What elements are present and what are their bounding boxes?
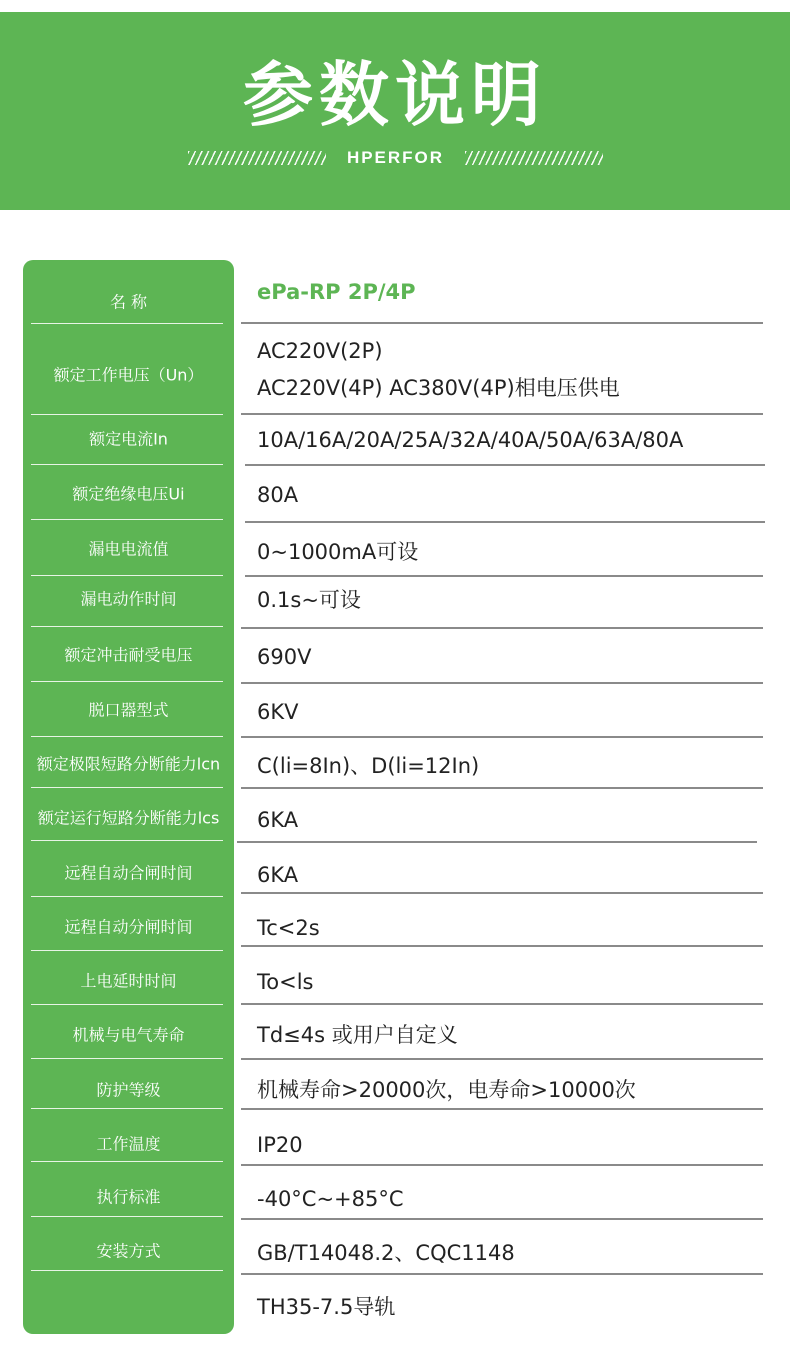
param-value: 690V [257,645,312,669]
label-divider [31,414,223,415]
param-label: 额定运行短路分断能力lcs [37,808,220,828]
brand-row [0,146,790,170]
param-value: 6KV [257,700,299,724]
param-value: 机械寿命>20000次，电寿命>10000次 [257,1078,636,1102]
value-divider [241,1273,763,1275]
label-divider [31,575,223,576]
label-divider [31,1058,223,1059]
param-value: To<ls [257,970,314,994]
param-value: 10A/16A/20A/25A/32A/40A/50A/63A/80A [257,428,684,452]
header-banner [0,12,790,210]
param-label: 防护等级 [96,1080,161,1100]
parameter-label-column [23,260,234,1334]
label-divider [31,1004,223,1005]
label-divider [31,950,223,951]
value-divider [241,1164,763,1166]
param-label: 额定冲击耐受电压 [64,645,193,665]
value-divider [241,892,763,894]
value-divider [245,464,765,466]
param-value-line2: AC220V(4P) AC380V(4P)相电压供电 [257,376,620,400]
param-label: 安装方式 [96,1241,161,1261]
hatch-decoration-right [465,151,603,165]
param-value: 6KA [257,808,299,832]
param-label: 远程自动合闸时间 [64,863,193,883]
param-value: TH35-7.5导轨 [257,1295,396,1319]
value-divider [245,575,763,577]
param-value: Td≤4s 或用户自定义 [257,1023,458,1047]
param-label: 脱口器型式 [88,700,169,720]
label-divider [31,323,223,324]
param-label: 机械与电气寿命 [72,1025,185,1045]
param-label: 额定工作电压（Un） [53,365,204,385]
param-value: -40°C~+85°C [257,1187,404,1211]
value-divider [241,1003,763,1005]
value-divider [241,945,763,947]
label-divider [31,519,223,520]
label-divider [31,464,223,465]
product-name-value: ePa-RP 2P/4P [257,280,416,304]
label-divider [31,896,223,897]
param-value: GB/T14048.2、CQC1148 [257,1241,515,1265]
param-label: 额定绝缘电压Ui [72,484,185,504]
param-label: 额定极限短路分断能力lcn [36,754,221,774]
param-value: 0.1s~可设 [257,588,361,612]
label-divider [31,1270,223,1271]
param-value: IP20 [257,1133,303,1157]
param-value: 80A [257,483,299,507]
label-divider [31,787,223,788]
page-title: 参数说明 [243,54,547,136]
value-divider [237,841,757,843]
label-divider [31,1108,223,1109]
value-divider [241,627,763,629]
param-label: 上电延时时间 [80,971,177,991]
param-label: 执行标准 [96,1187,161,1207]
param-value: 0~1000mA可设 [257,540,419,564]
value-divider [241,413,763,415]
brand-name: HPERFOR [346,148,445,167]
label-divider [31,681,223,682]
param-label: 远程自动分闸时间 [64,917,193,937]
param-label: 工作温度 [96,1134,161,1154]
param-value: 6KA [257,863,299,887]
param-label-name: 名 称 [109,292,148,312]
value-divider [241,1108,763,1110]
param-label: 额定电流In [89,429,168,449]
label-divider [31,840,223,841]
label-divider [31,1161,223,1162]
hatch-decoration-left [188,151,326,165]
value-divider [241,1218,763,1220]
value-divider [245,521,765,523]
param-value: Tc<2s [257,916,320,940]
label-divider [31,1216,223,1217]
value-divider [241,787,763,789]
label-divider [31,736,223,737]
value-divider [241,322,763,324]
value-divider [241,1058,763,1060]
label-divider [31,626,223,627]
value-divider [241,736,763,738]
param-label: 漏电动作时间 [80,589,177,609]
param-value: C(li=8In)、D(li=12In) [257,754,480,778]
value-divider [241,682,763,684]
param-value: AC220V(2P) [257,339,383,363]
param-label: 漏电电流值 [88,539,169,559]
